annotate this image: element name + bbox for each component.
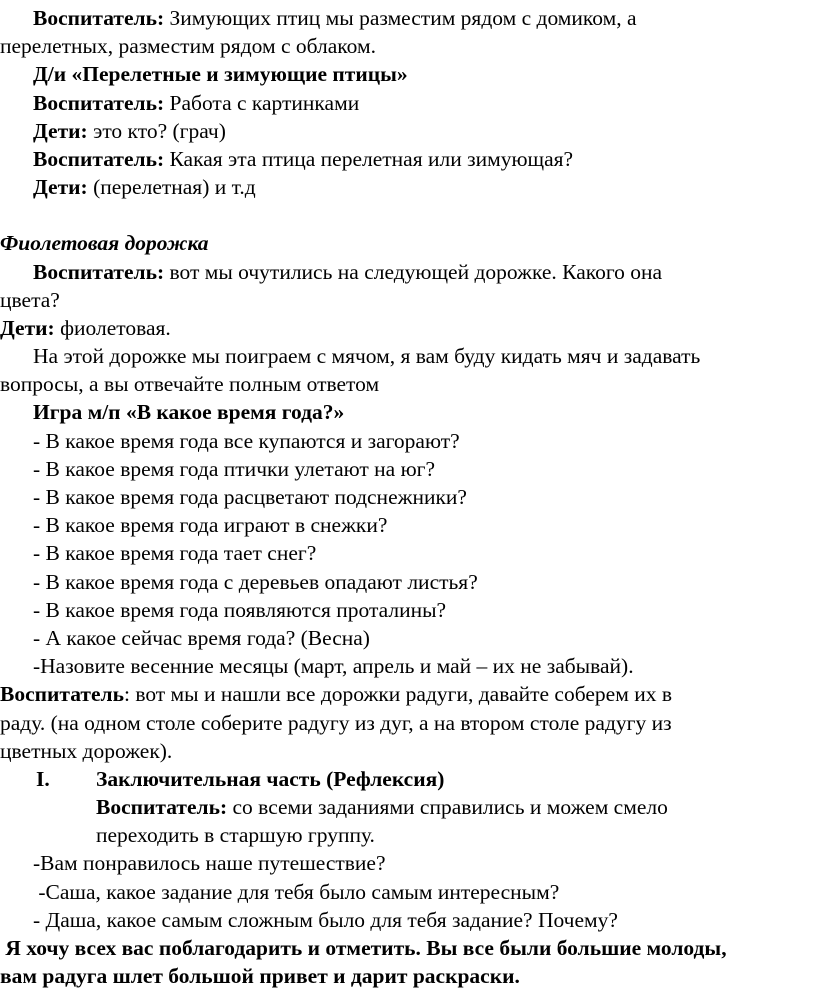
question-item: - В какое время года все купаются и загорают?: [33, 428, 460, 453]
blank-line: [0, 201, 812, 229]
game-title: Д/и «Перелетные и зимующие птицы»: [33, 62, 408, 87]
paragraph-line: [0, 793, 812, 821]
paragraph-line: [0, 680, 812, 708]
speaker-label: Воспитатель: [0, 682, 124, 707]
paragraph-line: [0, 145, 812, 173]
speaker-label: Воспитатель:: [33, 259, 165, 284]
speaker-label: Воспитатель:: [96, 795, 228, 820]
section-heading: Фиолетовая дорожка: [0, 231, 209, 256]
paragraph-line: [0, 821, 812, 849]
paragraph-text: цвета?: [0, 287, 60, 312]
question-item: - В какое время года расцветают подснежники?: [33, 485, 467, 509]
paragraph-line: [0, 286, 812, 314]
paragraph-text: со всеми заданиями справились и можем смело: [227, 795, 668, 820]
closing-line: Я хочу всех вас поблагодарить и отметить. Вы все были большие молоды,: [0, 936, 727, 960]
paragraph-line: [0, 709, 812, 737]
section-number: I.: [36, 766, 50, 791]
paragraph-line: [0, 89, 812, 117]
closing-line: вам радуга шлет большой привет и дарит раскраски.: [0, 964, 520, 989]
paragraph-text: переходить в старшую группу.: [96, 823, 375, 848]
speaker-label: Дети:: [0, 315, 55, 340]
speaker-label: Дети:: [33, 118, 88, 143]
question-item: - В какое время года птички улетают на юг?: [33, 456, 436, 481]
paragraph-text: это кто? (грач): [87, 118, 226, 143]
paragraph-text: цветных дорожек).: [0, 738, 173, 763]
numbered-section-heading: [0, 765, 812, 793]
speaker-label: Воспитатель:: [33, 6, 165, 30]
paragraph-text: Зимующих птиц мы разместим рядом с домиком, а: [164, 6, 637, 30]
paragraph-text: На этой дорожке мы поиграем с мячом, я вам буду кидать мяч и задавать: [33, 344, 701, 369]
paragraph-line: [0, 4, 812, 32]
paragraph-line: [0, 173, 812, 201]
paragraph-line: [0, 117, 812, 145]
paragraph-line: [0, 258, 812, 286]
paragraph-text: Работа с картинками: [164, 90, 360, 115]
paragraph-text: вот мы очутились на следующей дорожке. Какого она: [164, 259, 663, 284]
paragraph-text: раду. (на одном столе соберите радугу из дуг, а на втором столе радугу из: [0, 710, 672, 735]
question-item: -Саша, какое задание для тебя было самым интересным?: [33, 879, 560, 904]
paragraph-line: [0, 342, 812, 370]
paragraph-text: вопросы, а вы отвечайте полным ответом: [0, 372, 380, 397]
paragraph-line: [0, 314, 812, 342]
question-item: -Назовите весенние месяцы (март, апрель и май – их не забывай).: [33, 654, 634, 679]
question-item: - В какое время года играют в снежки?: [33, 513, 388, 538]
paragraph-text: : вот мы и нашли все дорожки радуги, давайте соберем их в: [123, 682, 672, 707]
question-item: - В какое время года появляются проталины?: [33, 597, 447, 622]
question-item: - Даша, какое самым сложным было для тебя задание? Почему?: [33, 907, 618, 932]
paragraph-line: [0, 32, 812, 60]
paragraph-text: перелетных, разместим рядом с облаком.: [0, 34, 376, 59]
question-item: - В какое время года с деревьев опадают листья?: [33, 569, 478, 594]
paragraph-text: фиолетовая.: [54, 315, 171, 340]
question-item: -Вам понравилось наше путешествие?: [33, 851, 386, 876]
paragraph-line: [0, 737, 812, 765]
question-item: - А какое сейчас время года? (Весна): [33, 625, 370, 650]
paragraph-line: [0, 370, 812, 398]
game-title: Игра м/п «В какое время года?»: [33, 400, 345, 425]
paragraph-text: Какая эта птица перелетная или зимующая?: [164, 146, 574, 171]
speaker-label: Воспитатель:: [33, 90, 165, 115]
question-item: - В какое время года тает снег?: [33, 541, 317, 566]
section-title: Заключительная часть (Рефлексия): [96, 766, 445, 791]
speaker-label: Воспитатель:: [33, 146, 165, 171]
paragraph-text: (перелетная) и т.д: [87, 175, 256, 200]
speaker-label: Дети:: [33, 175, 88, 200]
document-page: [0, 4, 812, 990]
